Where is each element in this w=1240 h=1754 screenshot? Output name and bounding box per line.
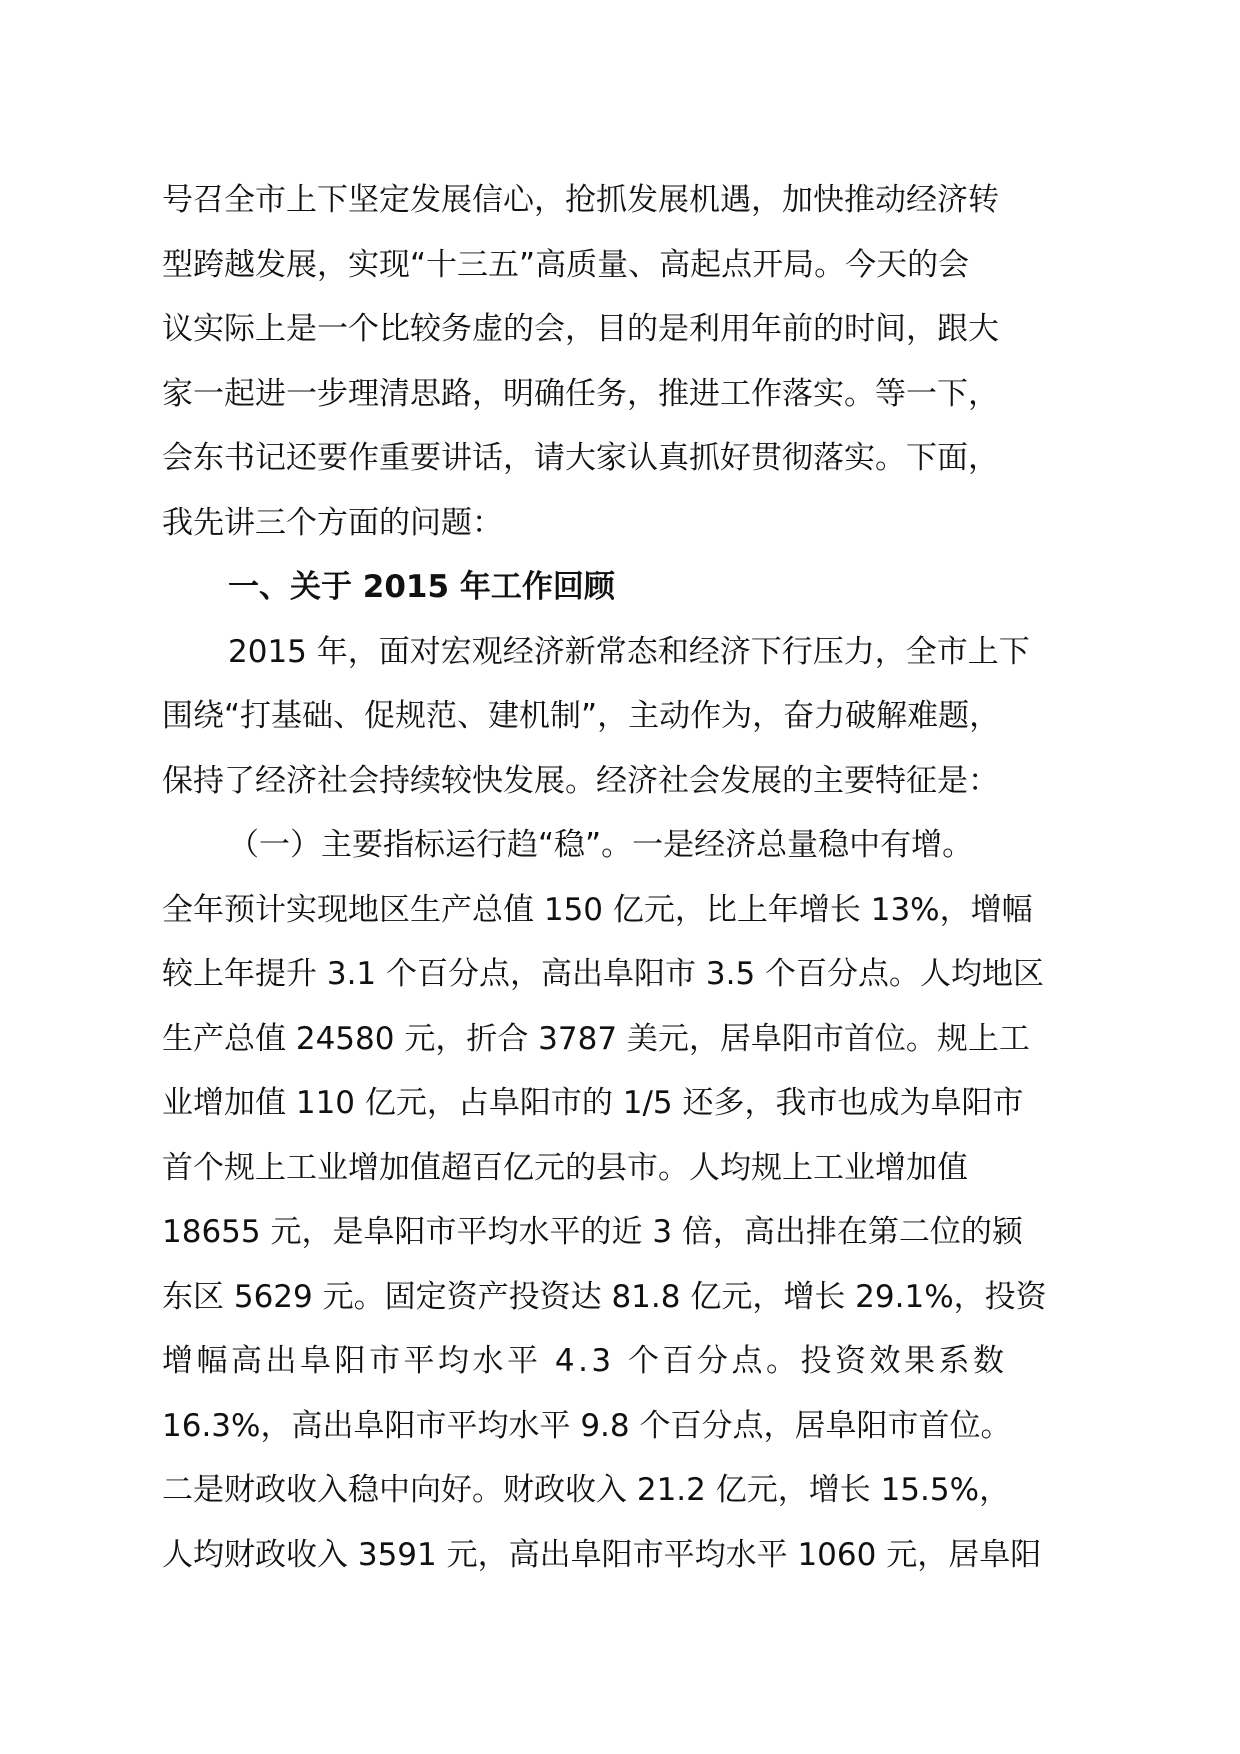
text-line: 较上年提升 3.1 个百分点，高出阜阳市 3.5 个百分点。人均地区: [162, 956, 1045, 992]
text-line: 16.3%，高出阜阳市平均水平 9.8 个百分点，居阜阳市首位。: [162, 1407, 1012, 1444]
text-line: 首个规上工业增加值超百亿元的县市。人均规上工业增加值: [162, 1149, 968, 1186]
text-line: 家一起进一步理清思路，明确任务，推进工作落实。等一下，: [162, 375, 999, 412]
text-line: 我先讲三个方面的问题：: [162, 504, 503, 541]
text-line: 二是财政收入稳中向好。财政收入 21.2 亿元，增长 15.5%，: [162, 1472, 1011, 1508]
document-body: [162, 168, 1092, 1587]
text-line: 增幅高出阜阳市平均水平 4.3 个百分点。投资效果系数: [162, 1343, 1008, 1379]
text-line: 东区 5629 元。固定资产投资达 81.8 亿元，增长 29.1%，投资: [162, 1278, 1047, 1315]
paragraph-start-line: 2015 年，面对宏观经济新常态和经济下行压力，全市上下: [228, 633, 1030, 670]
text-line: 业增加值 110 亿元，占阜阳市的 1/5 还多，我市也成为阜阳市: [162, 1085, 1024, 1121]
text-line: 围绕“打基础、促规范、建机制”，主动作为，奋力破解难题，: [162, 698, 1001, 734]
text-line: 生产总值 24580 元，折合 3787 美元，居阜阳市首位。规上工: [162, 1020, 1030, 1057]
text-line: 型跨越发展，实现“十三五”高质量、高起点开局。今天的会: [162, 246, 970, 283]
text-line: 号召全市上下坚定发展信心，抢抓发展机遇，加快推动经济转: [162, 182, 999, 218]
text-line: 会东书记还要作重要讲话，请大家认真抓好贯彻落实。下面，: [162, 440, 999, 476]
subsection-start-line: （一）主要指标运行趋“稳”。一是经济总量稳中有增。: [228, 827, 974, 863]
text-line: 18655 元，是阜阳市平均水平的近 3 倍，高出排在第二位的颍: [162, 1214, 1023, 1250]
section-heading: 一、关于 2015 年工作回顾: [228, 569, 615, 605]
text-line: 保持了经济社会持续较快发展。经济社会发展的主要特征是：: [162, 762, 999, 799]
text-line: 人均财政收入 3591 元，高出阜阳市平均水平 1060 元，居阜阳: [162, 1536, 1042, 1573]
text-line: 议实际上是一个比较务虚的会，目的是利用年前的时间，跟大: [162, 311, 999, 347]
text-line: 全年预计实现地区生产总值 150 亿元，比上年增长 13%，增幅: [162, 891, 1033, 928]
